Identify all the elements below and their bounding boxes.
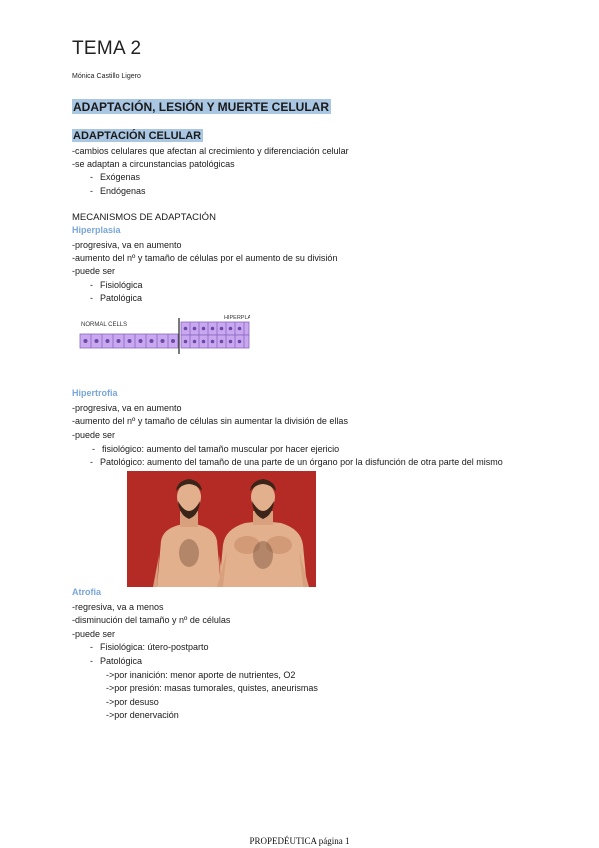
hiperplasia-label: HIPERPLA <box>224 315 250 321</box>
hiperplasia-bullet-fisiologica: - Fisiológica <box>100 279 143 292</box>
hiperplasia-title: Hiperplasia <box>72 225 121 235</box>
mechanisms-heading: MECANISMOS DE ADAPTACIÓN <box>72 212 216 223</box>
main-heading: ADAPTACIÓN, LESIÓN Y MUERTE CELULAR <box>73 100 330 114</box>
atrofia-bullet-fisiologica: - Fisiológica: útero-postparto <box>100 641 209 654</box>
page-footer: PROPEDÉUTICA página 1 <box>249 836 350 846</box>
section-heading: ADAPTACIÓN CELULAR <box>73 130 202 142</box>
intro-line-2: -se adaptan a circunstancias patológicas <box>72 159 235 169</box>
intro-bullet-endogenas: - Endógenas <box>100 185 146 198</box>
hipertrofia-title: Hipertrofia <box>72 388 118 398</box>
hiperplasia-line-3: -puede ser <box>72 266 116 276</box>
atrofia-sub-presion: ->por presión: masas tumorales, quistes, aneurismas <box>106 683 318 693</box>
atrofia-line-1: -regresiva, va a menos <box>72 602 164 612</box>
atrofia-title: Atrofia <box>72 587 101 597</box>
atrofia-sub-denervacion: ->por denervación <box>106 710 179 720</box>
atrofia-line-3: -puede ser <box>72 629 116 639</box>
document-title: TEMA 2 <box>72 38 142 59</box>
hiperplasia-line-1: -progresiva, va en aumento <box>72 240 182 250</box>
hipertrofia-line-3: -puede ser <box>72 430 116 440</box>
hipertrofia-line-1: -progresiva, va en aumento <box>72 403 182 413</box>
hiperplasia-cells-illustration <box>78 312 250 356</box>
normal-cells-label: NORMAL CELLS <box>81 322 128 328</box>
atrofia-sub-desuso: ->por desuso <box>106 697 159 707</box>
atrofia-sub-inanicion: ->por inanición: menor aporte de nutrientes, O2 <box>106 670 296 680</box>
hiperplasia-line-2: -aumento del nº y tamaño de células por el aumento de su división <box>72 253 338 263</box>
author-name: Mónica Castillo Ligero <box>72 73 141 80</box>
intro-bullet-exogenas: - Exógenas <box>100 171 140 184</box>
hiperplasia-bullet-patologica: - Patológica <box>100 292 142 305</box>
hipertrofia-line-2: -aumento del nº y tamaño de células sin aumentar la división de ellas <box>72 416 348 426</box>
atrofia-bullet-patologica: - Patológica <box>100 655 142 668</box>
intro-line-1: -cambios celulares que afectan al crecimiento y diferenciación celular <box>72 146 349 156</box>
hipertrofia-bullet-fisiologico: - fisiológico: aumento del tamaño muscular por hacer ejericio <box>102 443 339 456</box>
hipertrofia-bullet-patologico: - Patológico: aumento del tamaño de una parte de un órgano por la disfunción de otra parte del mismo <box>100 456 503 469</box>
hipertrofia-muscle-illustration <box>127 471 316 587</box>
atrofia-line-2: -disminución del tamaño y nº de células <box>72 615 231 625</box>
